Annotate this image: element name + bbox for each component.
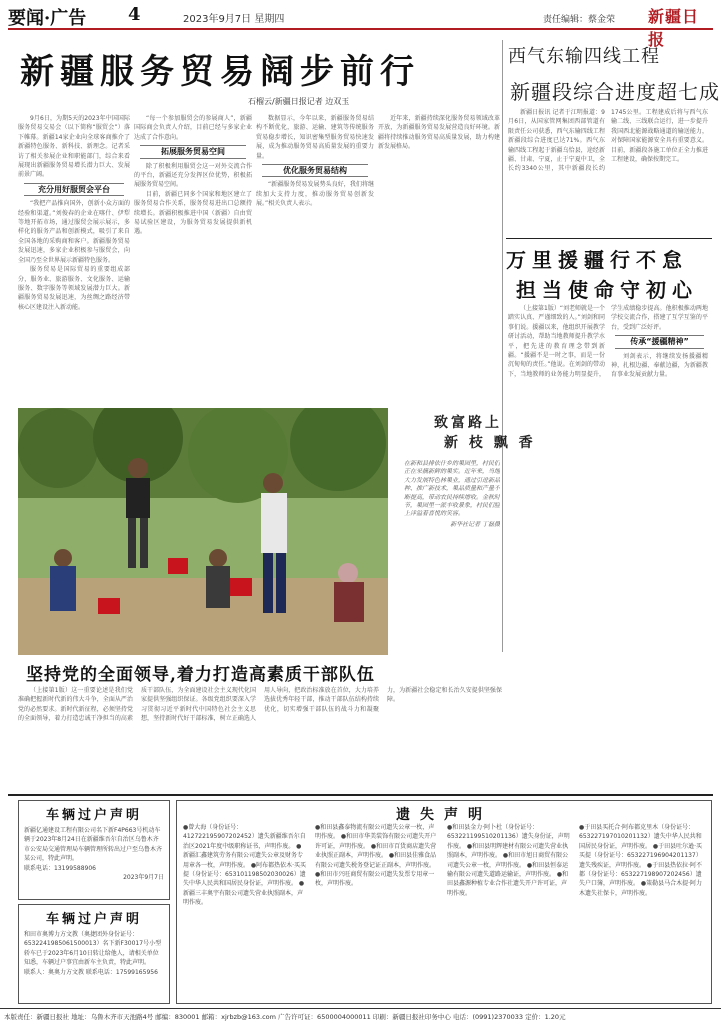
lead-column-2 <box>134 114 252 404</box>
lead-column-1 <box>18 114 130 404</box>
lost-notice-col-1: ●曾大海（身份证号：412722195907202452）遗失新疆维吾尔自治区2021年度中级职称证书，声明作废。 ●新疆汇鑫建筑劳务有限公司遗失公章及财务专用章各一枚，声明作废。 ●阿布都热依木·买买提（身份证号：653101198502030026）遗失中华人民共和国居民身份证，声明作废。 ●新疆三丰奥宇有限公司遗失营业执照副本，声明作废。 <box>183 824 307 907</box>
lost-notice-box <box>176 800 712 1004</box>
aid-text-2: 刘剑表示，将继续发扬援疆精神，扎根边疆、奉献边疆，为新疆教育事业发展贡献力量。 <box>611 352 708 379</box>
aid-text: （上接第1版）“刘老师就是一个踏实认真、严谨细致的人。”刘剑和同事们说。援疆以来，他组织开展教学研讨活动，帮助当地教师提升教学水平，把先进的教育理念带到新疆。“援疆不是一时之事，而是一份沉甸甸的责任。”他说。在刘剑的带动下，当地教师的业务能力明显提升，学生成绩稳步提高。他积极推动两地学校交流合作，搭建了互学互鉴的平台，受到广泛好评。 <box>508 305 708 378</box>
orchard-photo <box>18 408 388 655</box>
vehicle-transfer-notice-2 <box>18 904 170 1004</box>
party-article <box>18 686 502 790</box>
vehicle-transfer-notice-1 <box>18 800 170 900</box>
lead-paragraph-6: 数据显示，今年以来，新疆服务贸易结构不断优化，旅游、运输、建筑等传统服务贸易稳步增长，知识密集型服务贸易快速发展，成为推动服务贸易高质量发展的重要力量。 <box>256 115 374 160</box>
photo-caption-text: 在新和县排依什乡的果园里，村民们正在采摘新鲜的果实。近年来，当地大力发展特色林果业，通过引进新品种、推广新技术，果品质量和产量不断提高，带动农民持续增收。金秋时节，果园里一派丰收景象，村民们脸上洋溢着喜悦的笑容。 <box>404 460 500 518</box>
party-headline: 坚持党的全面领导,着力打造高素质干部队伍 <box>26 665 375 685</box>
lead-headline: 新疆服务贸易阔步前行 <box>20 52 420 92</box>
aid-headline-line2: 担当使命守初心 <box>516 278 698 302</box>
gas-pipeline-text: 新疆日报讯 记者于江明报道：9月6日，从国家管网集团西部管道有限责任公司获悉，西气东输四线工程新疆段综合进度已达71%。西气东输四线工程起于新疆乌恰县，途经新疆、甘肃、宁夏，止于宁夏中卫，全长约3340公里，其中新疆段长约1745公里。工程建成后将与西气东输二线、三线联合运行，进一步提升我国西北能源战略通道的输送能力，对保障国家能源安全具有重要意义。目前，新疆段各施工单位正全力推进工程建设，确保按期完工。 <box>508 109 708 173</box>
lost-notice-col-3: ●和田县金力·阿卜杜（身份证号：653221199510201136）遗失身份证，声明作废。 ●和田县明辉建材有限公司遗失营业执照副本，声明作废。 ●和田市旭日商贸有限公司遗失公章一枚，声明作废。 ●和田县恒泰运输有限公司遗失道路运输证，声明作废。 ●和田县鑫源种植专业合作社遗失开户许可证，声明作废。 <box>447 824 570 897</box>
lead-subhead-2: 拓展服务贸易空间 <box>140 145 246 158</box>
photo-title-line2: 新 枝 飘 香 <box>444 435 536 451</box>
page-number: 4 <box>128 4 141 25</box>
notice-2-title: 车辆过户声明 <box>45 912 142 927</box>
notice-1-text: 新疆亿通建设工程有限公司名下新F4P663号机动车辆于2023年8月24日在新疆维吾尔自治区乌鲁木齐市公安局交通管理局车辆管理所转出过户至乌鲁木齐某公司，特此声明。 <box>24 827 163 863</box>
photo-caption <box>404 460 500 646</box>
section-title: 要闻·广告 <box>8 8 87 29</box>
aid-article <box>508 304 708 652</box>
lead-intro: 9月6日，为期5天的2023年中国国际服务贸易交易会（以下简称“服贸会”）落下帷幕。新疆14家企业向全球客商推介了新疆特色服务、新科技、新理念。记者采访了相关参展企业和职能部门，综合来看展现出新疆服务贸易增长潜力巨大、发展前景广阔。 <box>18 115 130 179</box>
lost-notice-title: 遗失声明 <box>396 807 492 823</box>
aid-headline-line1: 万里援疆行不怠 <box>506 248 688 272</box>
lead-column-3 <box>256 114 374 404</box>
issue-date: 2023年9月7日 星期四 <box>183 14 285 25</box>
newspaper-logo: 新疆日报 <box>648 7 700 49</box>
lead-paragraph-2: 服务贸易是国际贸易的重要组成部分，服务业、旅游服务、文化服务、运输服务、数字服务等领域发展潜力巨大。新疆服务贸易发展迅速，为丝绸之路经济带核心区建设注入新动能。 <box>18 266 130 311</box>
lead-byline: 石榴云/新疆日报记者 边双玉 <box>248 97 350 106</box>
lost-notice-col-2: ●和田县鑫泰物流有限公司遗失公章一枚，声明作废。 ●和田市华美装饰有限公司遗失开户许可证，声明作废。 ●和田市百货商店遗失营业执照正副本，声明作废。 ●和田县佳雅食品有限公司遗失税务登记证正副本，声明作废。 ●和田市兴旺商贸有限公司遗失发票专用章一枚，声明作废。 <box>315 824 437 888</box>
photo-title-line1: 致富路上 <box>434 415 502 431</box>
lead-paragraph-3: “每一个参加服贸会的参展商人”，新疆国际商会负责人介绍，目前已经与多家企业达成了合作意向。 <box>134 115 252 141</box>
ads-divider <box>8 794 713 796</box>
footer-bar <box>0 1008 721 1024</box>
lead-paragraph-7: “新疆服务贸易发展势头良好，我们将继续加大支持力度，推动服务贸易创新发展。”相关负责人表示。 <box>256 181 374 208</box>
gas-pipeline-headline-line1: 西气东输四线工程 <box>508 46 660 67</box>
lead-paragraph-4: 除了积极利用服贸会这一对外交流合作的平台，新疆还充分发挥区位优势，积极拓展服务贸易空间。 <box>134 162 252 189</box>
notice-2-contact: 联系人：奥奥力方文教 联系电话：17599165956 <box>24 968 158 976</box>
notice-2-text: 和田市奥博力方文教（奥捷团外身份证号：6532241985061500013）名下新F30017号小型轿车已于2023年6月10日转让给他人，请相关单位知悉，车辆过户事宜由新车主负责，特此声明。 <box>24 931 162 967</box>
lost-notice-col-4: ●于田县买托合·阿布都克里木（身份证号：653227197010201132）遗失中华人民共和国居民身份证，声明作废。 ●于田县吐尔逊·买买提（身份证号：653227196904201137）遗失残疾证，声明作废。 ●于田县热依拉·阿不都（身份证号：653227198907202456）遗失户口簿，声明作废。 ●策勒县马合木提·阿力木遗失社保卡，声明作废。 <box>579 824 703 897</box>
masthead <box>8 4 713 49</box>
notice-1-title: 车辆过户声明 <box>45 808 142 823</box>
lead-paragraph-5: 目前，新疆已同多个国家和地区建立了服务贸易合作关系，服务贸易进出口总额持续增长。新疆积极推进中国（新疆）自由贸易试验区建设，为服务贸易发展提供新机遇。 <box>134 190 252 236</box>
lead-subhead-1: 充分用好服贸会平台 <box>24 183 124 196</box>
notice-2-body <box>19 927 169 1005</box>
gas-pipeline-headline-line2: 新疆段综合进度超七成 <box>510 80 720 104</box>
lead-paragraph-8: 近年来，新疆持续深化服务贸易领域改革开放，为新疆服务贸易发展营造良好环境。新疆将持续推动服务贸易高质量发展，助力构建新发展格局。 <box>378 115 500 151</box>
responsible-editor: 责任编辑：蔡金荣 <box>543 15 616 25</box>
lead-paragraph-1: “我把产品推向国外，创新小众方面的经验和渠道。”刘俊春的企业在喀什、伊犁等地开拓市场，通过服贸会展示展示，多样化的服务产品和创新模式，吸引了来自全国各地的采购商和客户。新疆服务贸易发展迅速，多家企业积极参与服贸会，向全国乃至全世界展示新疆特色服务。 <box>18 200 130 264</box>
aid-subhead: 传承“援疆精神” <box>615 335 704 348</box>
column-divider <box>502 40 503 652</box>
notice-1-date: 2023年9月7日 <box>123 874 164 882</box>
footer-text: 本版责任：新疆日报社 地址：乌鲁木齐市天池路4号 邮编：830001 邮箱：xjrbzb@163.com 广告许可证：6500004000011 印刷：新疆日报社印务中心 电话：(0991)2370033 定价：1.20元 <box>4 1013 566 1021</box>
divider-right <box>506 238 712 239</box>
orchard-photo-illustration <box>18 408 388 655</box>
notice-1-body <box>19 823 169 901</box>
photo-credit: 新华社记者 丁磊摄 <box>450 520 500 528</box>
lead-column-4 <box>378 114 500 404</box>
gas-pipeline-article <box>508 108 708 234</box>
lead-subhead-3: 优化服务贸易结构 <box>262 164 368 177</box>
notice-1-contact: 联系电话：13199588906 <box>24 864 96 872</box>
party-text: （上接第1版）这一重要论述是我们党准确把握新时代新的伟大斗争，全面从严治党的必然要求。新时代新征程，必须坚持党的全面领导，着力打造忠诚干净担当的高素质干部队伍，为全面建设社会主义现代化国家提供坚强组织保证。各级党组织要深入学习贯彻习近平新时代中国特色社会主义思想，坚持新时代好干部标准，树立正确选人用人导向，把政治标准放在首位，大力培养选拔优秀年轻干部，推动干部队伍结构持续优化，切实增强干部队伍的战斗力和凝聚力，为新疆社会稳定和长治久安提供坚强保障。 <box>18 687 502 723</box>
